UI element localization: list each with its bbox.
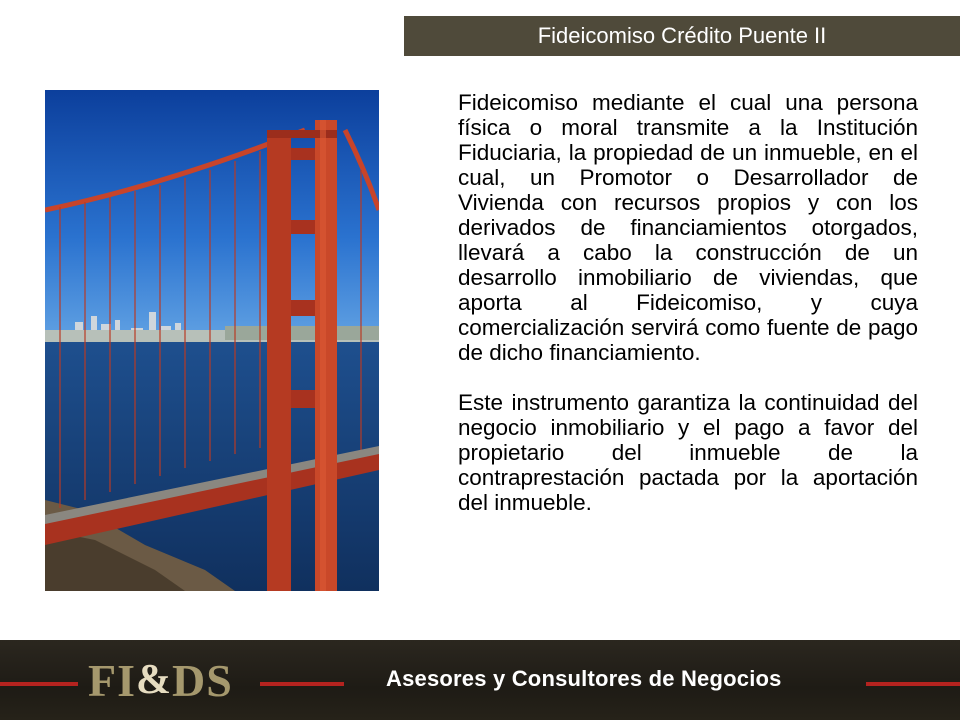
footer-divider-middle <box>260 682 344 686</box>
footer-divider-right <box>866 682 960 686</box>
footer-divider-left <box>0 682 78 686</box>
logo-text-right: DS <box>172 654 233 706</box>
logo-text-left: FI <box>88 654 136 706</box>
slide-body-text <box>458 90 918 515</box>
company-logo <box>88 652 233 708</box>
slide-title: Fideicomiso Crédito Puente II <box>537 23 827 48</box>
golden-gate-bridge-photo <box>45 90 379 591</box>
paragraph-guarantee: Este instrumento garantiza la continuidad del negocio inmobiliario y el pago a favor del propietario del inmueble de la contraprestación pactada por la aportación del inmueble. <box>458 390 918 515</box>
paragraph-definition: Fideicomiso mediante el cual una persona física o moral transmite a la Institución Fiduciaria, la propiedad de un inmueble, en el cual, un Promotor o Desarrollador de Vivienda con recursos propios y con los derivados de financiamientos otorgados, llevará a cabo la construcción de un desarrollo inmobiliario de viviendas, que aporta al Fideicomiso, y cuya comercialización servirá como fuente de pago de dicho financiamiento. <box>458 90 918 365</box>
logo-ampersand: & <box>136 657 172 703</box>
slide-title-bar <box>404 16 960 56</box>
company-tagline: Asesores y Consultores de Negocios <box>386 666 782 691</box>
